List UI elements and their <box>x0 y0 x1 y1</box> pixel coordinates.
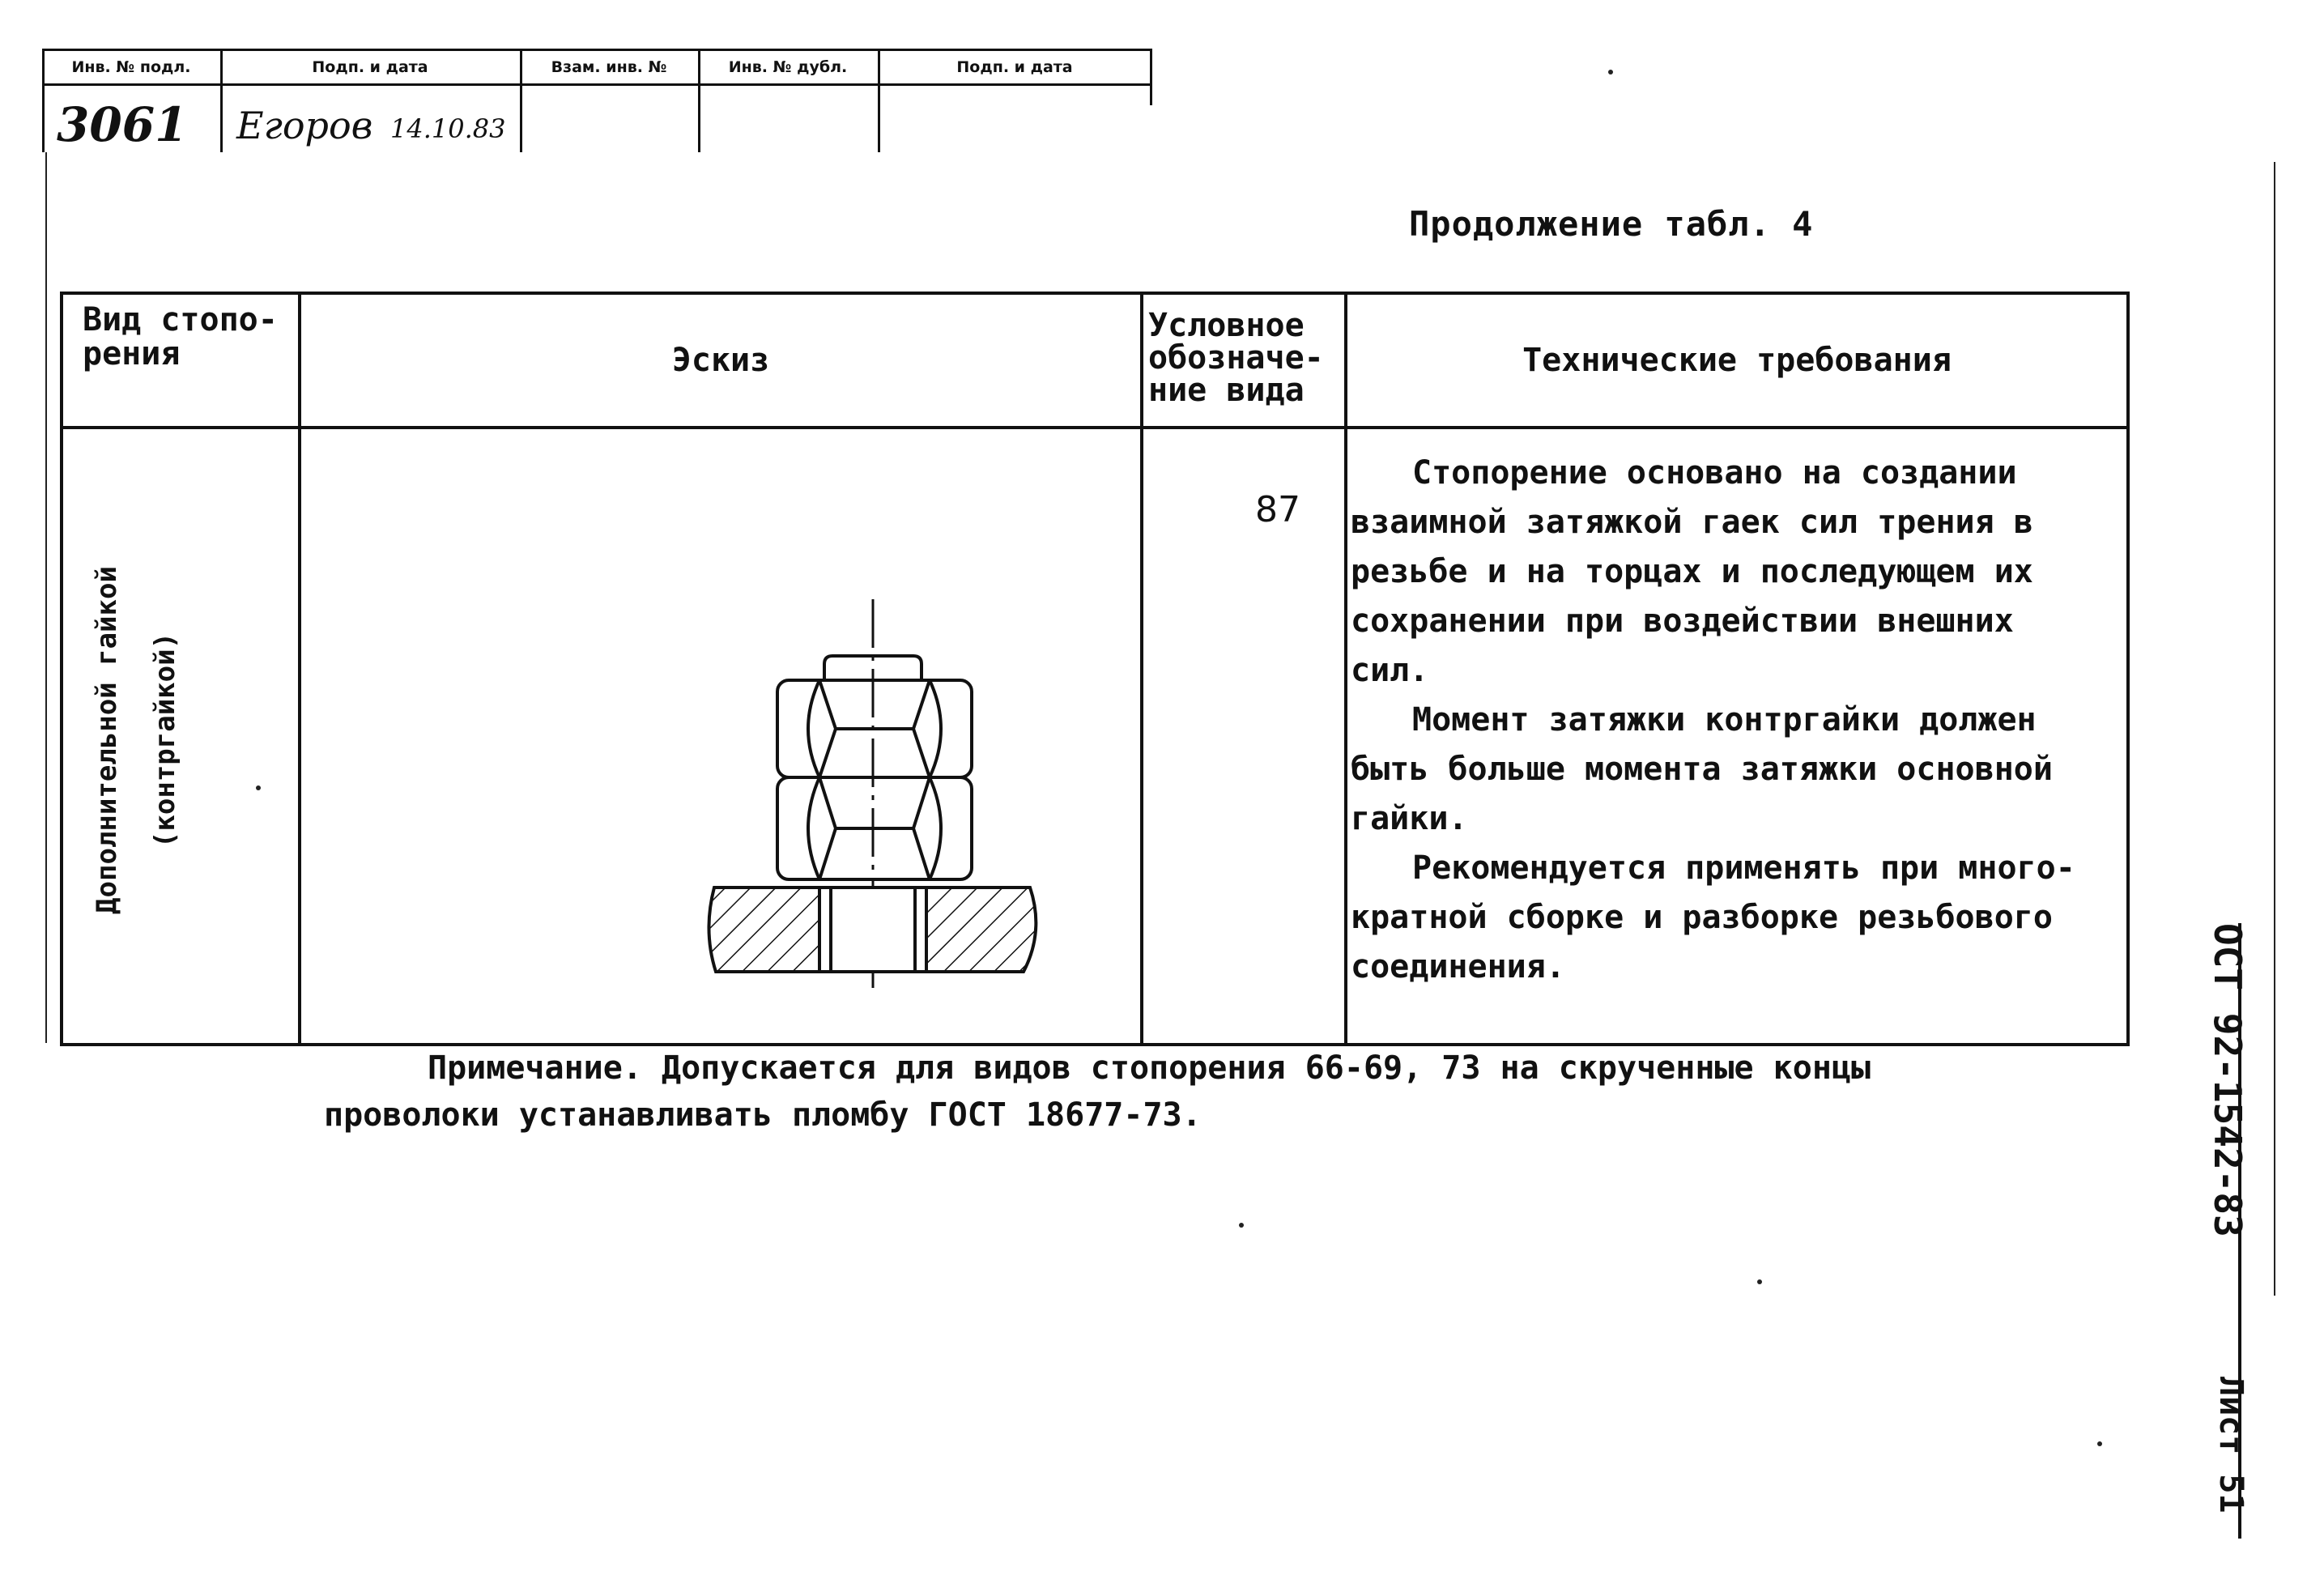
stamp-header-inv-dup: Инв. № дубл. <box>698 50 878 86</box>
locknut-sketch <box>301 429 1140 1046</box>
stamp-header-inv-orig: Инв. № подл. <box>42 50 220 86</box>
row-requirements <box>1351 449 2104 992</box>
row-code: 87 <box>1255 489 1300 530</box>
locking-table <box>60 292 2130 1046</box>
approval-stamp <box>42 40 1151 152</box>
table-caption: Продолжение табл. 4 <box>1409 204 1814 244</box>
header-code: Условное обозначе- ние вида <box>1148 307 1324 409</box>
requirement-paragraph: Момент затяжки контргайки должен быть больше момента затяжки основной гайки. <box>1351 701 2053 837</box>
note-line-1: Примечание. Допускается для видов стопорения 66-69, 73 на скрученные концы <box>428 1049 1871 1087</box>
scan-speck <box>256 785 261 790</box>
document-code <box>2186 923 2259 1237</box>
sheet-number <box>2186 1377 2259 1539</box>
frame-right-line <box>2274 162 2275 1296</box>
table-note <box>324 1045 2024 1139</box>
stamp-sign-date: 14.10.83 <box>390 113 506 144</box>
scan-speck <box>1608 70 1613 74</box>
stamp-header-replace-inv: Взам. инв. № <box>520 50 698 86</box>
locking-type-line1: Дополнительной гайкой <box>91 566 123 914</box>
stamp-header-sign-date-1: Подп. и дата <box>220 50 520 86</box>
scan-speck <box>2097 1441 2102 1446</box>
row-locking-type <box>78 432 288 1048</box>
header-requirements: Технические требования <box>1522 342 1952 379</box>
stamp-signature: Егоров <box>236 104 373 147</box>
header-locking-type: Вид стопо- рения <box>83 301 278 372</box>
note-line-2: проволоки устанавливать пломбу ГОСТ 18677-73. <box>324 1096 1202 1134</box>
header-sketch: Эскиз <box>671 342 770 379</box>
scan-speck <box>1757 1279 1762 1284</box>
sheet-number-text: Лист 51 <box>2212 1377 2250 1513</box>
frame-left-line <box>45 152 47 1043</box>
stamp-inv-number: 3061 <box>57 97 188 152</box>
locking-type-line2: (контргайкой) <box>149 632 181 849</box>
scan-speck <box>1239 1223 1244 1228</box>
document-code-text: ОСТ 92-1542-83 <box>2206 923 2250 1237</box>
requirement-paragraph: Рекомендуется применять при много-кратной сборке и разборке резьбового соединения. <box>1351 849 2075 985</box>
stamp-header-sign-date-2: Подп. и дата <box>878 50 1151 86</box>
requirement-paragraph: Стопорение основано на создании взаимной затяжкой гаек сил трения в резьбе и на торцах и последующем их сохранении при воздействии внешних сил. <box>1351 454 2033 689</box>
